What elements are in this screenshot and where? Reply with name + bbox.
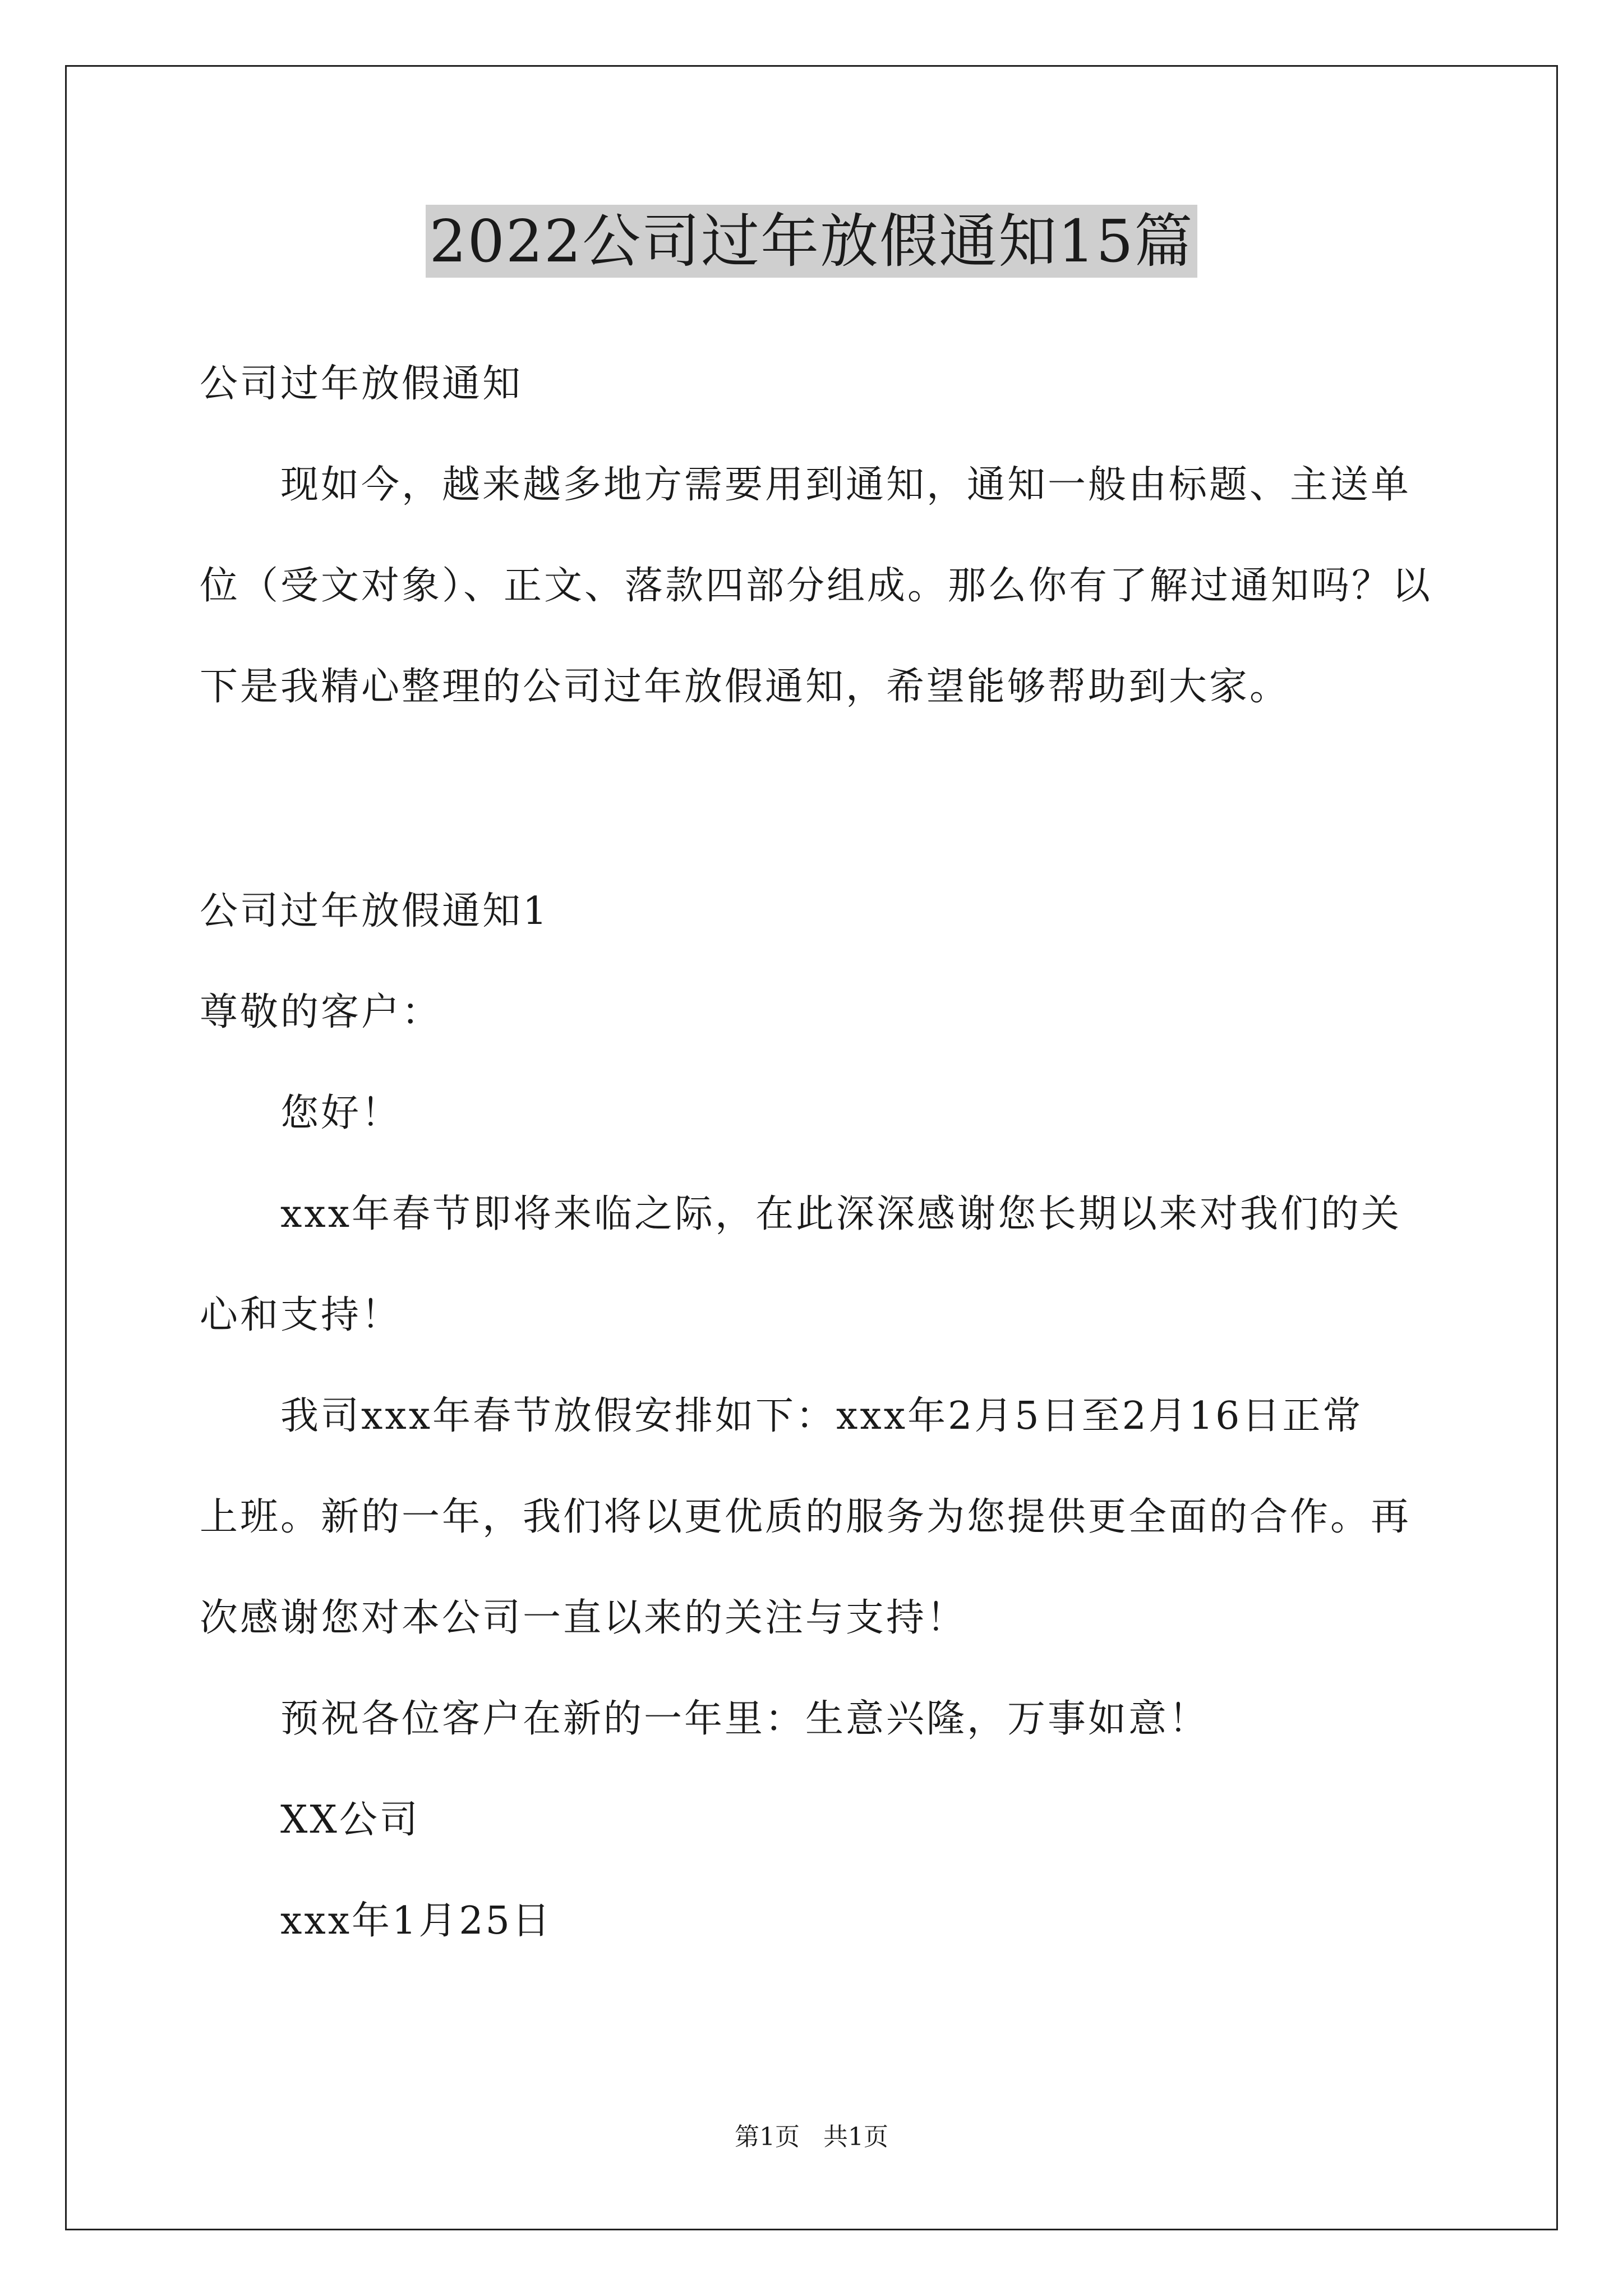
schedule-paragraph-line-1: 我司xxx年春节放假安排如下：xxx年2月5日至2月16日正常	[280, 1394, 1363, 1438]
wishes-line: 预祝各位客户在新的一年里：生意兴隆，万事如意！	[280, 1697, 1210, 1741]
section-heading: 公司过年放假通知	[200, 362, 523, 406]
schedule-paragraph-line-2: 上班。新的一年，我们将以更优质的服务为您提供更全面的合作。再	[200, 1495, 1412, 1539]
thanks-paragraph-line-1: xxx年春节即将来临之际，在此深深感谢您长期以来对我们的关	[280, 1192, 1402, 1236]
notice-heading-1: 公司过年放假通知1	[200, 889, 550, 933]
title-text: 2022公司过年放假通知15篇	[426, 205, 1197, 278]
schedule-paragraph-line-3: 次感谢您对本公司一直以来的关注与支持！	[200, 1596, 967, 1640]
signature-date: xxx年1月25日	[280, 1899, 552, 1943]
salutation: 尊敬的客户：	[200, 990, 442, 1034]
intro-paragraph-line-1: 现如今，越来越多地方需要用到通知，通知一般由标题、主送单	[280, 463, 1412, 507]
page-footer: 第1页 共1页	[735, 2123, 888, 2151]
intro-paragraph-line-2: 位（受文对象）、正文、落款四部分组成。那么你有了解过通知吗？以	[200, 564, 1433, 608]
thanks-paragraph-line-2: 心和支持！	[200, 1293, 402, 1337]
signature-company: XX公司	[280, 1798, 420, 1842]
intro-paragraph-line-3: 下是我精心整理的公司过年放假通知，希望能够帮助到大家。	[200, 665, 1290, 709]
greeting: 您好！	[280, 1091, 402, 1135]
document-title	[0, 205, 1623, 278]
